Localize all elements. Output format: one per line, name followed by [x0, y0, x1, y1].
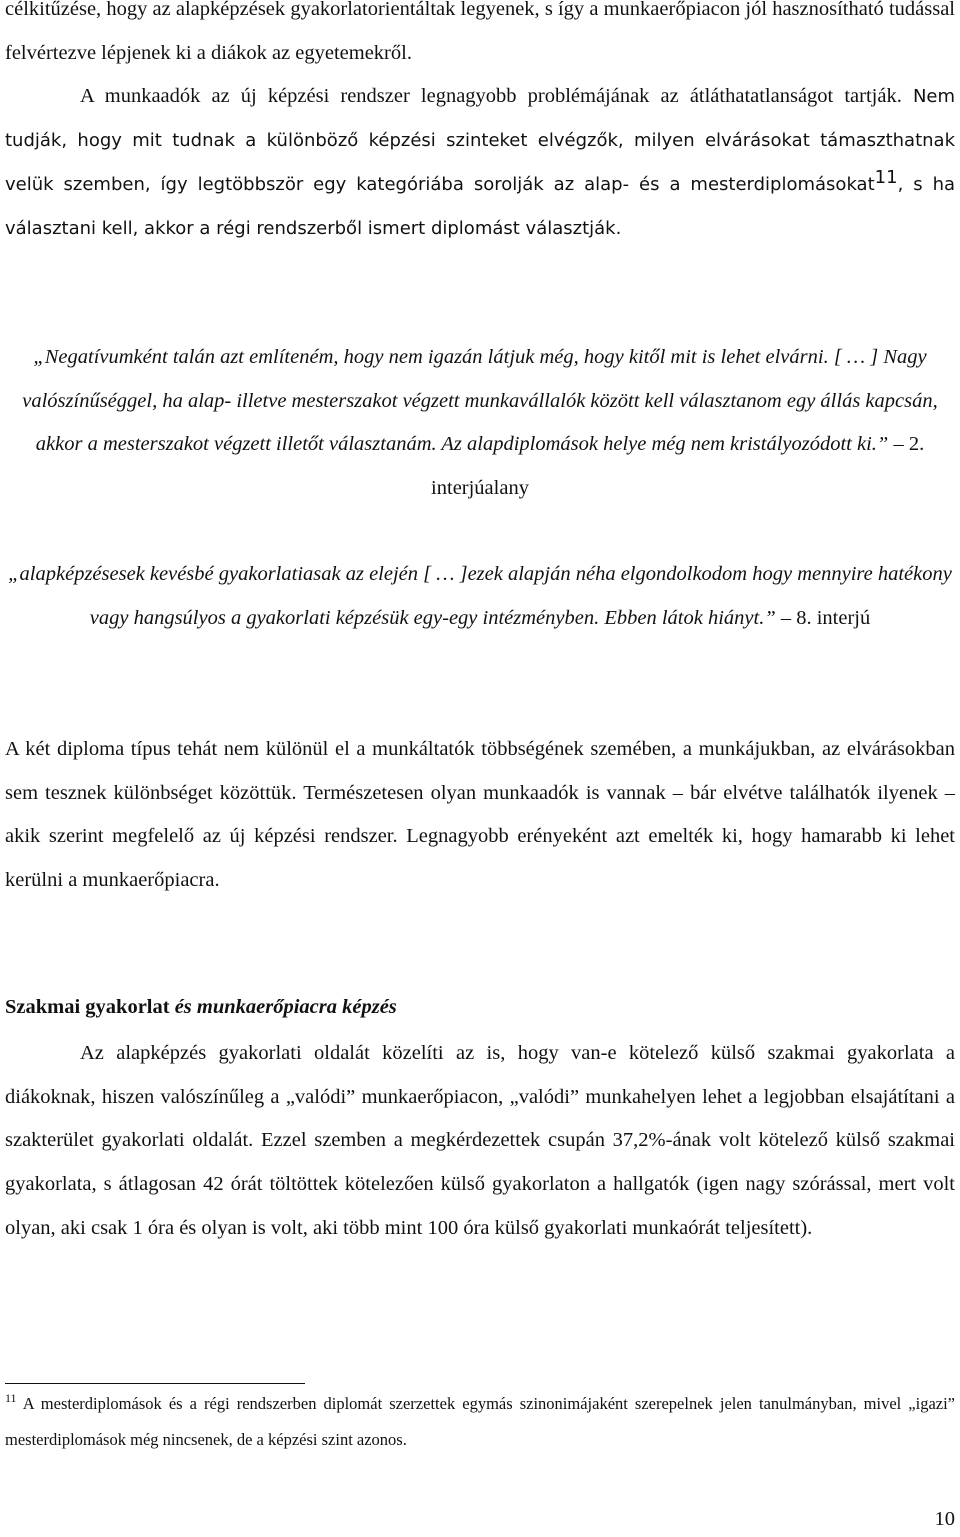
- paragraph-internship: Az alapképzés gyakorlati oldalát közelíti az is, hogy van-e kötelező külső szakmai gyakorlata a diákoknak, hiszen valószínűleg a „valódi” munkaerőpiacon, „valódi” munkahelyen lehet a legjobban elsajátítani a szakterület gyakorlati oldalát. Ezzel szemben a megkérdezettek csupán 37,2%-ának volt kötelező külső szakmai gyakorlata, s átlagosan 42 órát töltöttek kötelezően külső gyakorlaton a hallgatók (igen nagy szórással, mert volt olyan, aki csak 1 óra és olyan is volt, aki több mint 100 óra külső gyakorlati munkaórát teljesített).: [5, 1042, 955, 1239]
- section-heading-normal: Szakmai gyakorlat: [5, 996, 175, 1018]
- paragraph-diploma-types: A két diploma típus tehát nem különül el a munkáltatók többségének szemében, a munkájukban, az elvárásokban sem tesznek különbséget közöttük. Természetesen olyan munkaadók is vannak – bár elvétve találhatók ilyenek – akik szerint megfelelő az új képzési rendszer. Legnagyobb erényeként azt emelték ki, hogy hamarabb ki lehet kerülni a munkaerőpiacra.: [5, 738, 955, 892]
- interview-quote-1-ref: – 2. interjúalany: [431, 433, 925, 499]
- footnote-number: 11: [5, 1391, 17, 1405]
- paragraph-intro-part-b: A munkaadók az új képzési rendszer legnagyobb problémájának az átláthatatlanságot tartják.: [80, 85, 902, 108]
- footnote-separator: [5, 1383, 305, 1384]
- section-heading: [5, 996, 397, 1019]
- interview-quote-1: [5, 336, 955, 510]
- paragraph-intro-part-c: Nem tudják, hogy mit tudnak a különböző képzési szinteket elvégzők, milyen elvárásokat támaszthatnak velük szemben, így legtöbbször egy kategóriába sorolják az alap- és a mesterdiplomásokat: [5, 86, 956, 195]
- interview-quote-2-text: „alapképzésesek kevésbé gyakorlatiasak az elején [ … ]ezek alapján néha elgondolkodom hogy mennyire hatékony vagy hangsúlyos a gyakorlati képzésük egy-egy intézményben. Ebben látok hiányt.”: [8, 563, 952, 629]
- interview-quote-2: [5, 553, 955, 640]
- paragraph-intro: [5, 0, 955, 250]
- paragraph-intro-part-d: , s ha választani kell, akkor a régi rendszerből ismert diplomást választják.: [5, 173, 956, 239]
- interview-quote-2-ref: – 8. interjú: [775, 606, 871, 629]
- paragraph-intro-part-a: célkitűzése, hogy az alapképzések gyakorlatorientáltak legyenek, s így a munkaerőpiacon jól hasznosítható tudással felvértezve lépjenek ki a diákok az egyetemekről.: [5, 0, 955, 64]
- footnote-11: [5, 1386, 955, 1458]
- section-heading-italic: és munkaerőpiacra képzés: [174, 996, 397, 1018]
- footnote-text: A mesterdiplomások és a régi rendszerben diplomát szerzettek egymás szinonimájaként szerepelnek jelen tanulmányban, mivel „igazi” mesterdiplomások még nincsenek, de a képzési szint azonos.: [5, 1394, 955, 1449]
- page-number: 10: [934, 1508, 955, 1530]
- footnote-ref-11[interactable]: 11: [874, 166, 898, 188]
- interview-quote-1-text: „Negatívumként talán azt említeném, hogy nem igazán látjuk még, hogy kitől mit is lehet elvárni. [ … ] Nagy valószínűséggel, ha alap- illetve mesterszakot végzett munkavállalók között kell választanom egy állás kapcsán, akkor a mesterszakot végzett illetőt választanám. Az alapdiplomások helye még nem kristályozódott ki.”: [22, 346, 938, 455]
